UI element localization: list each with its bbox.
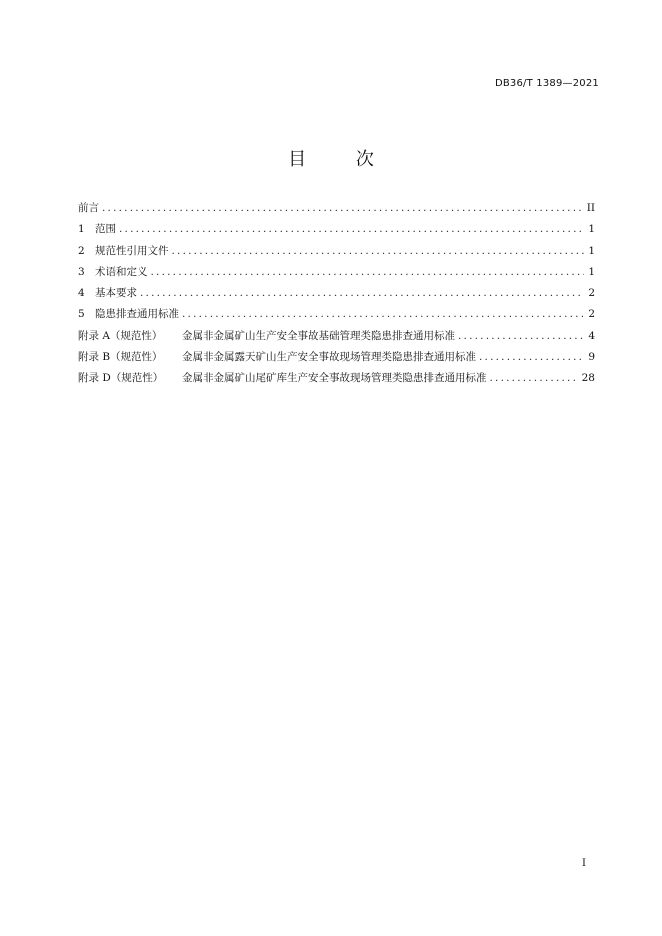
toc-appendix-label: 附录 B（规范性） xyxy=(78,351,163,364)
toc-entry-appendix-d[interactable] xyxy=(78,368,595,389)
toc-entry-label: 前言 xyxy=(78,202,99,214)
toc-appendix-label: 附录 D（规范性） xyxy=(78,372,164,385)
toc-entry-label: 术语和定义 xyxy=(95,265,148,278)
table-of-contents xyxy=(78,198,595,390)
toc-entry-appendix-a[interactable] xyxy=(78,326,595,347)
toc-entry-number: 1 xyxy=(78,223,85,236)
toc-entry-basic-requirements[interactable] xyxy=(78,283,595,304)
dot-leader xyxy=(172,241,585,262)
toc-entry-page: 4 xyxy=(588,329,595,342)
document-code: DB36/T 1389—2021 xyxy=(494,78,599,89)
toc-entry-page: II xyxy=(586,202,595,214)
dot-leader xyxy=(119,219,584,240)
dot-leader xyxy=(151,262,585,283)
toc-entry-number: 4 xyxy=(78,287,85,300)
toc-entry-appendix-b[interactable] xyxy=(78,347,595,368)
toc-appendix-title: 金属非金属露天矿山生产安全事故现场管理类隐患排查通用标准 xyxy=(182,351,476,364)
toc-entry-foreword[interactable] xyxy=(78,198,595,219)
dot-leader xyxy=(458,326,584,347)
page-number: I xyxy=(582,858,586,869)
toc-entry-general-standard[interactable] xyxy=(78,304,595,325)
dot-leader xyxy=(182,304,584,325)
toc-entry-page: 1 xyxy=(588,223,595,236)
toc-entry-terms-definitions[interactable] xyxy=(78,262,595,283)
toc-entry-label: 隐患排查通用标准 xyxy=(95,308,179,321)
toc-entry-page: 1 xyxy=(588,244,595,257)
toc-entry-page: 28 xyxy=(581,372,595,385)
toc-appendix-title: 金属非金属矿山生产安全事故基础管理类隐患排查通用标准 xyxy=(182,329,455,342)
toc-entry-number: 2 xyxy=(78,244,85,257)
toc-appendix-label: 附录 A（规范性） xyxy=(78,329,163,342)
dot-leader xyxy=(140,283,584,304)
toc-appendix-title: 金属非金属矿山尾矿库生产安全事故现场管理类隐患排查通用标准 xyxy=(182,372,487,385)
dot-leader xyxy=(102,198,583,219)
toc-entry-page: 9 xyxy=(588,351,595,364)
toc-entry-page: 2 xyxy=(588,287,595,300)
toc-entry-number: 5 xyxy=(78,308,85,321)
toc-entry-page: 1 xyxy=(588,265,595,278)
toc-entry-normative-references[interactable] xyxy=(78,241,595,262)
toc-entry-label: 范围 xyxy=(95,223,116,236)
dot-leader xyxy=(490,368,578,389)
page-title: 目 次 xyxy=(288,149,396,170)
dot-leader xyxy=(479,347,584,368)
toc-entry-label: 基本要求 xyxy=(95,287,137,300)
toc-entry-label: 规范性引用文件 xyxy=(95,244,169,257)
toc-entry-number: 3 xyxy=(78,265,85,278)
toc-entry-page: 2 xyxy=(588,308,595,321)
toc-entry-scope[interactable] xyxy=(78,219,595,240)
